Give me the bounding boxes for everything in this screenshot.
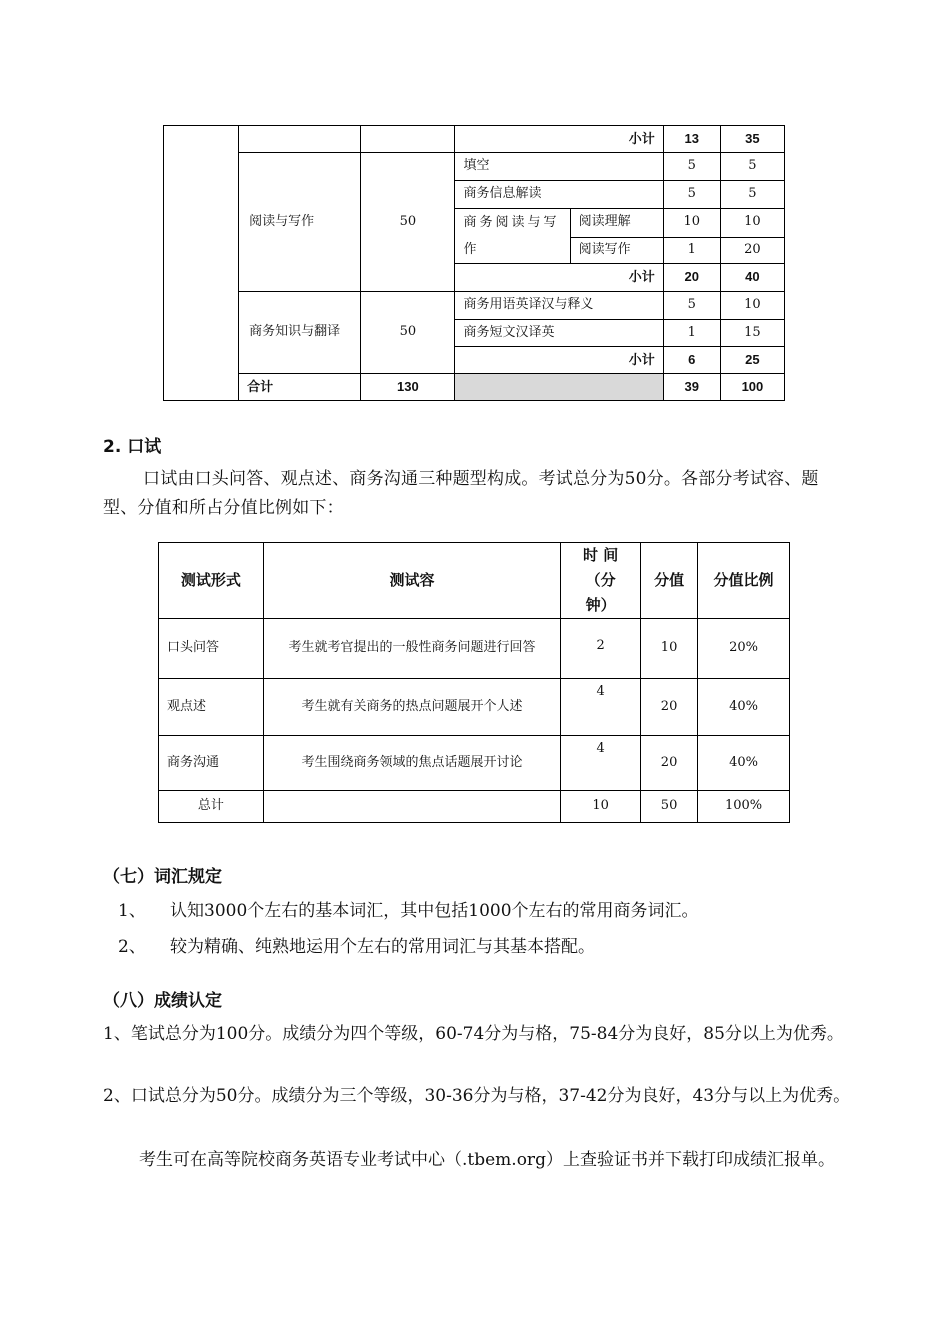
oral-intro-paragraph: 口试由口头问答、观点述、商务沟通三种题型构成。考试总分为50分。各部分考试容、题型、分值和所占分值比例如下：: [103, 469, 819, 518]
vocab-item-2: 2、 较为精确、纯熟地运用个左右的常用词汇与其基本搭配。: [118, 937, 595, 957]
table-row: 小计 20 40: [164, 264, 785, 292]
table-row: 小计 13 35: [164, 126, 785, 153]
table-row: 小计 6 25: [164, 347, 785, 374]
score-table-oral: [158, 542, 790, 823]
table-row: 商务沟通 考生围绕商务领域的焦点话题展开讨论 4 20 40%: [159, 736, 790, 791]
score-table-written: [163, 125, 785, 401]
grades-paragraph-3: 考生可在高等院校商务英语专业考试中心（.tbem.org）上查验证书并下载打印成绩汇报单。: [139, 1150, 835, 1170]
grades-paragraph-1: 1、笔试总分为100分。成绩分为四个等级，60-74分为与格，75-84分为良好，85分以上为优秀。: [103, 1024, 844, 1044]
table-row: 商务信息解读 5 5: [164, 181, 785, 209]
vocab-item-1: 1、 认知3000个左右的基本词汇，其中包括1000个左右的常用商务词汇。: [118, 901, 699, 921]
grades-paragraph-2: 2、口试总分为50分。成绩分为三个等级，30-36分为与格，37-42分为良好，43分与以上为优秀。: [103, 1086, 851, 1106]
section-heading-grades: （八）成绩认定: [103, 991, 222, 1011]
table-row: 阅读与写作 50 填空 5 5: [164, 153, 785, 181]
subtotal-label: 小计: [455, 126, 663, 153]
table-header-row: 测试形式 测试容 时 间 （分 钟） 分值 分值比例: [159, 543, 790, 619]
section-reading: 阅读与写作: [239, 153, 361, 292]
total-label: 合计: [239, 374, 361, 401]
table-row: 阅读写作 1 20: [164, 237, 785, 263]
table-row: 总计 10 50 100%: [159, 791, 790, 823]
group-business-reading: 商务阅读与写作: [455, 209, 570, 264]
section-heading-oral: 2. 口试: [103, 437, 162, 457]
table-row: 商务阅读与写作 阅读理解 10 10: [164, 209, 785, 238]
table-row: 商务知识与翻译 50 商务用语英译汉与释义 5 10: [164, 292, 785, 320]
table-row: 口头问答 考生就考官提出的一般性商务问题进行回答 2 10 20%: [159, 619, 790, 679]
table-row: 商务短文汉译英 1 15: [164, 320, 785, 347]
table-row: 观点述 考生就有关商务的热点问题展开个人述 4 20 40%: [159, 679, 790, 736]
section-business: 商务知识与翻译: [239, 292, 361, 374]
table-row: 合计 130 39 100: [164, 374, 785, 401]
section-heading-vocab: （七）词汇规定: [103, 867, 222, 887]
